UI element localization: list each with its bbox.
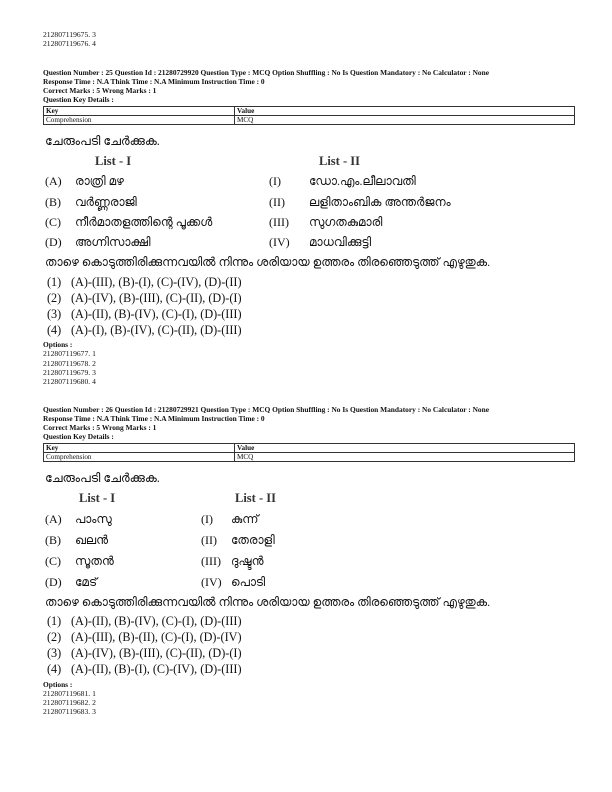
right-label: (I) [269,174,281,189]
response-time: Response Time : N.A Think Time : N.A Minimum Instruction Time : 0 [43,77,265,87]
left-item: പാംസു [75,511,112,526]
answer-choice [47,274,575,290]
left-item: അഗ്നിസാക്ഷി [75,235,151,250]
key-cell: Comprehension [44,115,235,124]
left-item: രാത്രി മഴ [75,174,124,189]
key-header: Key [44,106,235,115]
choice-text: (A)-(II), (B)-(IV), (C)-(I), (D)-(III) [71,306,242,321]
option-id: 212807119682. 2 [43,698,96,708]
choice-number: (3) [47,306,62,321]
key-header: Key [44,443,235,452]
option-id: 212807119683. 3 [43,707,96,717]
right-item: പൊടി [231,574,266,589]
left-label: (B) [45,194,61,209]
value-header: Value [235,106,575,115]
left-item: സൂതൻ [75,553,114,568]
choice-number: (1) [47,614,62,629]
prev-option-1: 212807119675. 3 [43,30,96,39]
prev-option-2: 212807119676. 4 [43,39,96,49]
choice-number: (3) [47,646,62,661]
question-meta: Question Number : 25 Question Id : 21280729920 Question Type : MCQ Option Shuffling : No Is Question Mandatory : No Calculator : None [43,67,489,77]
right-item: സുഗതകുമാരി [309,215,383,230]
match-row [45,530,575,551]
match-lists [45,491,575,593]
choice-text: (A)-(III), (B)-(I), (C)-(IV), (D)-(II) [71,274,242,289]
choice-text: (A)-(IV), (B)-(III), (C)-(II), (D)-(I) [71,290,242,305]
value-header: Value [235,443,575,452]
value-cell: MCQ [235,452,575,461]
left-item: വർണ്ണരാജി [75,194,137,209]
right-item: ദുഷ്ടൻ [231,553,264,568]
list2-title: List - II [319,153,360,168]
option-id: 212807119678. 2 [43,358,96,368]
right-item: ഡോ.എം.ലീലാവതി [309,174,416,189]
response-time: Response Time : N.A Think Time : N.A Minimum Instruction Time : 0 [43,414,265,424]
match-row [45,551,575,572]
choice-text: (A)-(II), (B)-(IV), (C)-(I), (D)-(III) [71,614,242,629]
key-cell: Comprehension [44,452,235,461]
choice-number: (1) [47,274,62,289]
option-id: 212807119680. 4 [43,377,96,387]
left-label: (D) [45,574,62,589]
left-label: (B) [45,532,61,547]
option-id: 212807119677. 1 [43,349,96,359]
right-item: തേരാളി [231,532,275,547]
answer-choice [47,290,575,306]
right-label: (IV) [269,235,290,250]
instruction: ചേരുംപടി ചേർക്കുക. [45,470,160,485]
right-item: കുന്ന് [231,511,259,526]
left-label: (C) [45,215,61,230]
question-meta: Question Number : 26 Question Id : 21280729921 Question Type : MCQ Option Shuffling : No Is Question Mandatory : No Calculator : None [43,404,489,414]
options-label: Options : [43,340,73,350]
right-label: (II) [201,532,217,547]
key-table [43,443,575,462]
match-row [45,572,575,593]
right-label: (III) [269,215,289,230]
option-id: 212807119679. 3 [43,368,96,377]
right-label: (III) [201,553,221,568]
right-label: (I) [201,511,213,526]
choice-text: (A)-(I), (B)-(IV), (C)-(II), (D)-(III) [71,322,242,337]
choice-number: (2) [47,630,62,645]
match-row [45,212,575,232]
match-lists [45,154,575,254]
exam-page [43,30,575,717]
answer-choice [47,630,575,646]
question-block [43,405,575,717]
left-label: (D) [45,235,62,250]
question-prompt: താഴെ കൊടുത്തിരിക്കുന്നവയിൽ നിന്നും ശരിയായ ഉത്തരം തിരഞ്ഞെടുത്ത് എഴുതുക. [45,255,491,270]
marks: Correct Marks : 5 Wrong Marks : 1 [43,423,157,433]
options-label: Options : [43,679,73,689]
match-row [45,233,575,253]
answer-choice [47,646,575,662]
right-item: ലളിതാംബിക അന്തർജനം [309,194,451,209]
answer-choice [47,614,575,630]
instruction: ചേരുംപടി ചേർക്കുക. [45,133,160,148]
option-id: 212807119681. 1 [43,688,96,698]
key-table [43,106,575,125]
key-details-label: Question Key Details : [43,95,114,105]
left-label: (A) [45,174,62,189]
list1-title: List - I [79,490,116,505]
question-block [43,68,575,387]
left-label: (A) [45,511,62,526]
left-item: നീർമാതളത്തിന്റെ പൂക്കൾ [75,215,213,230]
left-label: (C) [45,553,61,568]
match-row [45,509,575,530]
question-prompt: താഴെ കൊടുത്തിരിക്കുന്നവയിൽ നിന്നും ശരിയായ ഉത്തരം തിരഞ്ഞെടുത്ത് എഴുതുക. [45,594,491,609]
left-item: ഖലൻ [75,532,109,547]
marks: Correct Marks : 5 Wrong Marks : 1 [43,86,157,96]
right-label: (II) [269,194,285,209]
answer-choice [47,322,575,338]
choice-number: (4) [47,662,62,677]
choice-text: (A)-(II), (B)-(I), (C)-(IV), (D)-(III) [71,662,242,677]
list2-title: List - II [235,490,276,505]
left-item: മേട് [75,574,98,589]
match-row [45,192,575,212]
match-row [45,172,575,192]
choice-number: (2) [47,290,62,305]
list1-title: List - I [95,153,132,168]
right-label: (IV) [201,574,222,589]
choice-text: (A)-(IV), (B)-(III), (C)-(II), (D)-(I) [71,646,242,661]
choice-number: (4) [47,322,62,337]
key-details-label: Question Key Details : [43,432,114,442]
answer-choice [47,662,575,678]
value-cell: MCQ [235,115,575,124]
answer-choice [47,306,575,322]
right-item: മാധവിക്കുട്ടി [309,235,372,250]
choice-text: (A)-(III), (B)-(II), (C)-(I), (D)-(IV) [71,630,242,645]
